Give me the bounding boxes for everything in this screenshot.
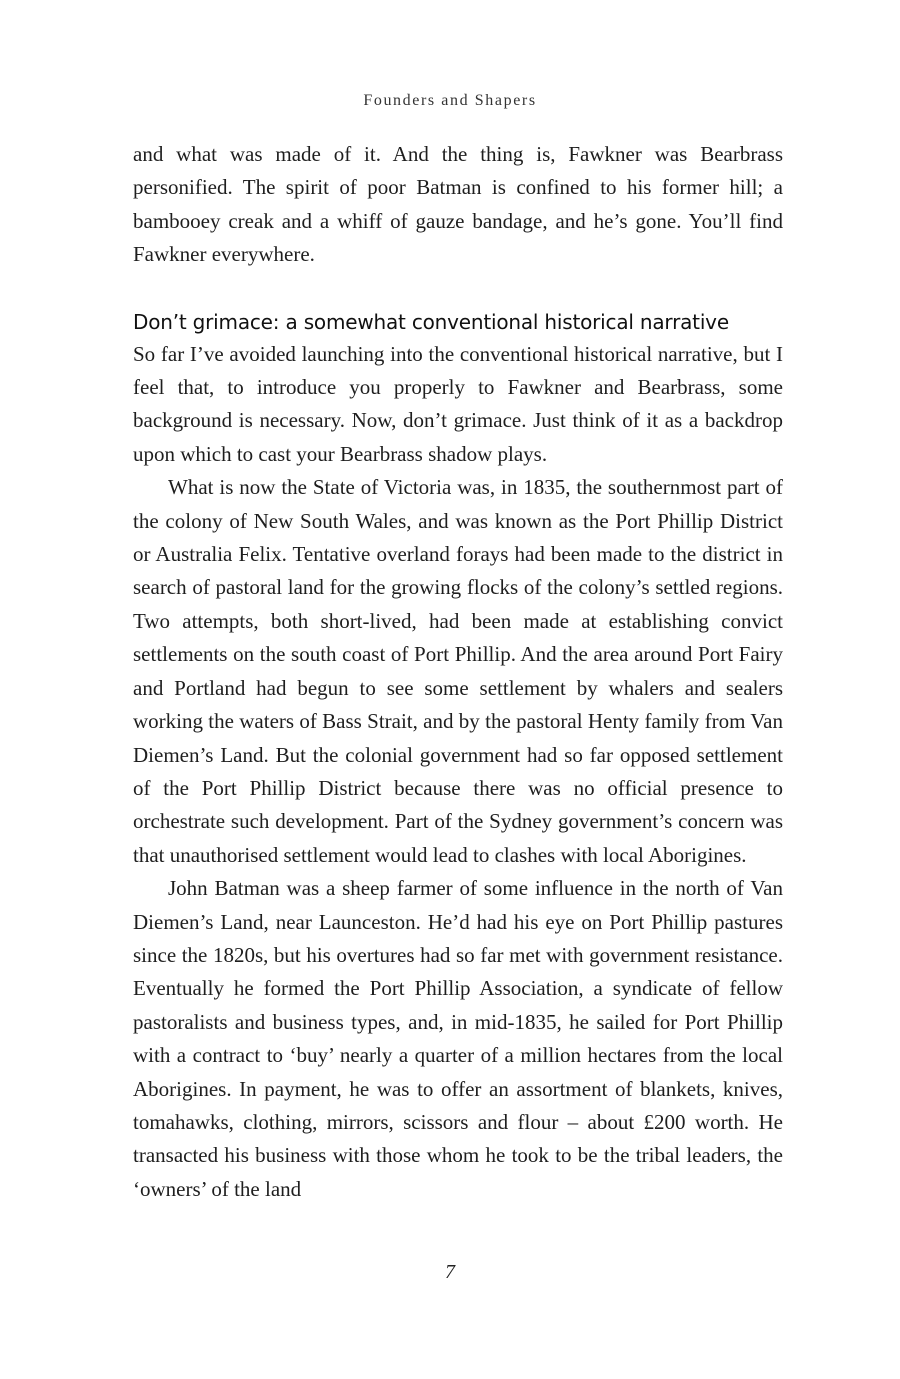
paragraph-john-batman: John Batman was a sheep farmer of some influence in the north of Van Diemen’s Land, near Launceston. He’d had his eye on Port Phillip pastures since the 1820s, but his overtures had so far met with government resistance. Eventually he formed the Port Phillip Association, a syndicate of fellow pastoralists and business types, and, in mid-1835, he sailed for Port Phillip with a contract to ‘buy’ nearly a quarter of a million hectares from the local Aborigines. In payment, he was to offer an assortment of blankets, knives, tomahawks, clothing, mirrors, scissors and flour – about £200 worth. He transacted his business with those whom he took to be the tribal leaders, the ‘owners’ of the land bbox=[133, 876, 783, 1201]
section-heading: Don’t grimace: a somewhat conventional historical narrative bbox=[133, 309, 729, 334]
paragraph-victoria-history: What is now the State of Victoria was, in 1835, the southernmost part of the colony of New South Wales, and was known as the Port Phillip District or Australia Felix. Tentative overland forays had been made to the district in search of pastoral land for the growing flocks of the colony’s settled regions. Two attempts, both short-lived, had been made at establishing convict settlements on the south coast of Port Phillip. And the area around Port Fairy and Portland had begun to see some settlement by whalers and sealers working the waters of Bass Strait, and by the pastoral Henty family from Van Diemen’s Land. But the colonial government had so far opposed settlement of the Port Phillip District because there was no official presence to orchestrate such development. Part of the Sydney government’s concern was that unauthorised settlement would lead to clashes with local Aborigines. bbox=[133, 475, 783, 867]
running-head: Founders and Shapers bbox=[363, 92, 537, 109]
paragraph-continued: and what was made of it. And the thing is, Fawkner was Bearbrass personified. The spirit of poor Batman is confined to his former hill; a bambooey creak and a whiff of gauze bandage, and he’s gone. You’ll find Fawkner everywhere. bbox=[133, 142, 783, 267]
body-text bbox=[133, 138, 783, 1206]
page-number: 7 bbox=[445, 1261, 455, 1283]
paragraph-section-opening: So far I’ve avoided launching into the conventional historical narrative, but I feel that, to introduce you properly to Fawkner and Bearbrass, some background is necessary. Now, don’t grimace. Just think of it as a backdrop upon which to cast your Bearbrass shadow plays. bbox=[133, 341, 783, 466]
